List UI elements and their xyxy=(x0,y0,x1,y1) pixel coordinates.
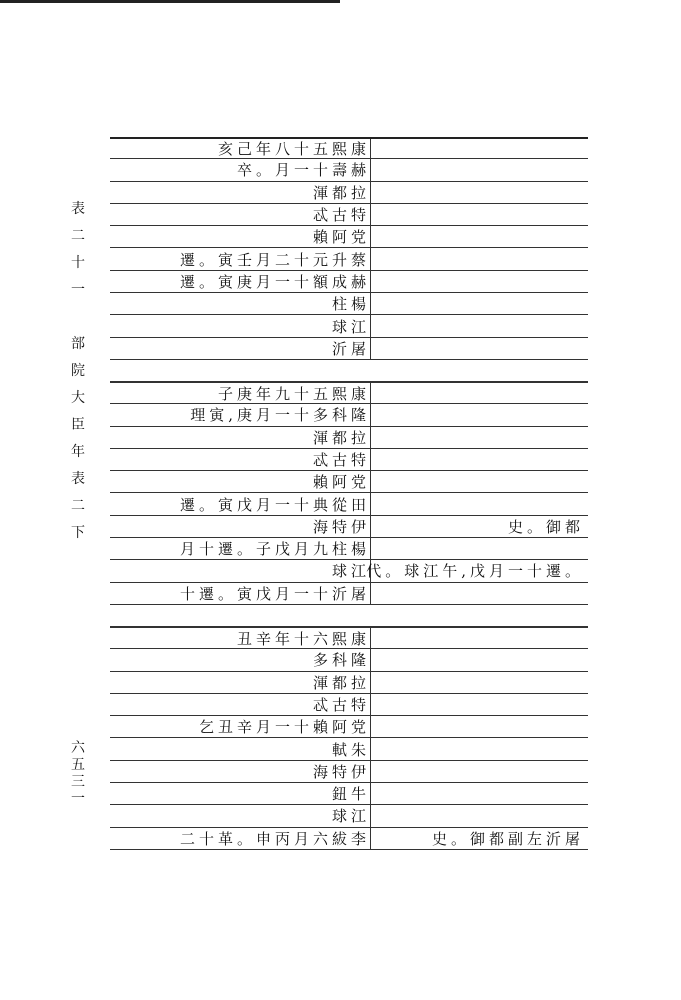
table-row xyxy=(110,404,588,426)
table-row xyxy=(110,315,588,337)
margin-title-char xyxy=(68,304,88,331)
column-divider xyxy=(370,204,371,225)
note-text: 代。球江午,戊月一十遷。 xyxy=(366,562,584,581)
table-row xyxy=(110,761,588,783)
entry-text: 渾都拉 xyxy=(312,673,370,692)
table-row xyxy=(110,627,588,649)
table-row xyxy=(110,204,588,226)
entry-text: 理寅,庚月一十多科隆 xyxy=(190,406,370,425)
column-divider xyxy=(370,538,371,559)
margin-title xyxy=(68,196,88,547)
entry-text: 賴阿党 xyxy=(312,473,370,492)
section-gap xyxy=(110,360,588,382)
table-row xyxy=(110,516,588,538)
column-divider xyxy=(370,404,371,425)
entry-text: 丑辛年十六熙康 xyxy=(236,629,370,648)
column-divider xyxy=(370,159,371,180)
column-divider xyxy=(370,716,371,737)
page-number-char: 五 xyxy=(71,757,85,773)
column-divider xyxy=(370,449,371,470)
column-divider xyxy=(370,628,371,648)
page-number xyxy=(68,740,88,808)
table-row xyxy=(110,182,588,204)
column-divider xyxy=(370,805,371,826)
page-number-char: 六 xyxy=(71,740,85,756)
entry-text: 海特伊 xyxy=(312,517,370,536)
entry-text: 渾都拉 xyxy=(312,183,370,202)
entry-text: 遷。寅壬月二十元升蔡 xyxy=(179,250,370,269)
entry-text: 卒。月一十壽赫 xyxy=(236,161,370,180)
table-row xyxy=(110,382,588,404)
entry-text: 遷。寅庚月一十額成赫 xyxy=(179,272,370,291)
column-divider xyxy=(370,516,371,537)
entry-text: 十遷。寅戊月一十沂屠 xyxy=(179,584,370,603)
table-row xyxy=(110,226,588,248)
margin-title-char: 年 xyxy=(71,444,85,460)
entry-text: 球江 xyxy=(331,317,370,336)
column-divider xyxy=(370,761,371,782)
entry-text: 子庚年九十五熙康 xyxy=(217,384,370,403)
table-row xyxy=(110,271,588,293)
table-row xyxy=(110,672,588,694)
column-divider xyxy=(370,694,371,715)
column-divider xyxy=(370,271,371,292)
entry-text: 沂屠 xyxy=(331,339,370,358)
column-divider xyxy=(370,828,371,849)
column-divider xyxy=(370,493,371,514)
table-row xyxy=(110,649,588,671)
entry-text: 渾都拉 xyxy=(312,428,370,447)
table-row xyxy=(110,583,588,605)
entry-text: 忒古特 xyxy=(312,451,370,469)
margin-title-char: 二 xyxy=(71,498,85,514)
column-divider xyxy=(370,583,371,604)
table-row xyxy=(110,828,588,850)
table-row xyxy=(110,538,588,560)
table-row xyxy=(110,471,588,493)
entry-text: 柱楊 xyxy=(331,295,370,314)
entry-text: 忒古特 xyxy=(312,695,370,714)
top-rule xyxy=(0,0,340,3)
entry-text: 二十革。申丙月六紱李 xyxy=(179,829,370,848)
entry-text: 忒古特 xyxy=(312,206,370,225)
column-divider xyxy=(370,783,371,804)
column-divider xyxy=(370,248,371,269)
entry-text: 海特伊 xyxy=(312,762,370,781)
margin-title-char: 表 xyxy=(71,201,85,217)
table-row xyxy=(110,159,588,181)
entry-text: 軾朱 xyxy=(331,740,370,759)
year-table xyxy=(110,137,588,850)
margin-title-char: 表 xyxy=(71,471,85,487)
table-row xyxy=(110,783,588,805)
table-row xyxy=(110,449,588,471)
table-row xyxy=(110,805,588,827)
column-divider xyxy=(370,226,371,247)
note-text: 史。御都副左沂屠 xyxy=(431,829,584,848)
note-text: 史。御都 xyxy=(507,517,584,536)
column-divider xyxy=(370,139,371,158)
entry-text: 亥己年八十五熙康 xyxy=(217,140,370,159)
column-divider xyxy=(370,649,371,670)
margin-title-char: 十 xyxy=(71,255,85,271)
column-divider xyxy=(370,315,371,336)
entry-text: 鈕牛 xyxy=(331,785,370,804)
table-row xyxy=(110,338,588,360)
column-divider xyxy=(370,471,371,492)
entry-text: 乞丑辛月一十賴阿党 xyxy=(198,718,370,737)
page-number-char: 一 xyxy=(71,791,85,807)
table-row xyxy=(110,427,588,449)
entry-text: 賴阿党 xyxy=(312,228,370,247)
column-divider xyxy=(370,672,371,693)
margin-title-char: 一 xyxy=(71,282,85,298)
column-divider xyxy=(370,738,371,759)
entry-text: 球江 xyxy=(331,807,370,826)
table-row xyxy=(110,738,588,760)
column-divider xyxy=(370,182,371,203)
table-row xyxy=(110,137,588,159)
column-divider xyxy=(370,338,371,359)
section-gap xyxy=(110,605,588,627)
margin-title-char: 二 xyxy=(71,228,85,244)
margin-title-char: 下 xyxy=(71,525,85,541)
column-divider xyxy=(370,383,371,403)
margin-title-char: 部 xyxy=(71,336,85,352)
entry-text: 多科隆 xyxy=(312,651,370,670)
entry-text: 遷。寅戊月一十典從田 xyxy=(179,495,370,514)
column-divider xyxy=(370,427,371,448)
entry-text: 球江 xyxy=(331,562,370,581)
table-row xyxy=(110,694,588,716)
table-row xyxy=(110,716,588,738)
table-row xyxy=(110,493,588,515)
margin-title-char: 臣 xyxy=(71,417,85,433)
entry-text: 月十遷。子戊月九柱楊 xyxy=(179,540,370,559)
table-row xyxy=(110,560,588,582)
column-divider xyxy=(370,293,371,314)
table-row xyxy=(110,248,588,270)
page-number-char: 三 xyxy=(71,774,85,790)
margin-title-char: 大 xyxy=(71,390,85,406)
table-row xyxy=(110,293,588,315)
margin-title-char: 院 xyxy=(71,363,85,379)
